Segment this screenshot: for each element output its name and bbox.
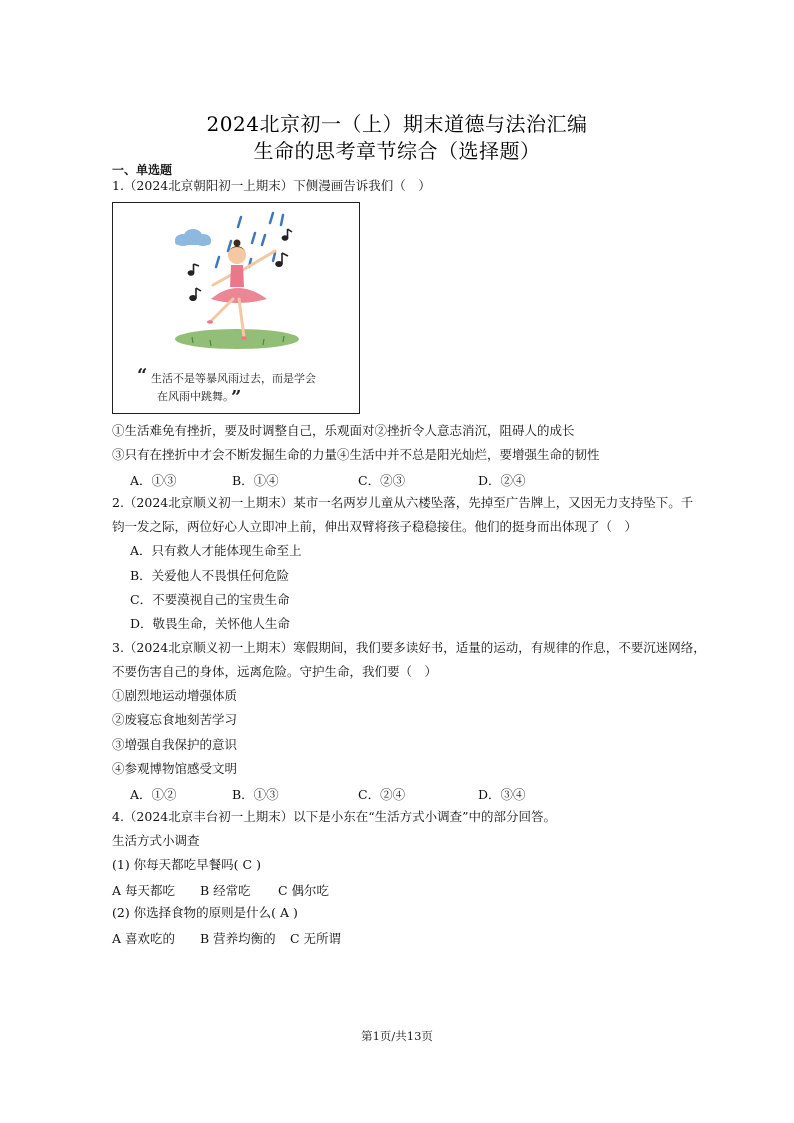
question-1-options xyxy=(130,471,690,487)
survey-question-1: (1) 你每天都吃早餐吗( C ) xyxy=(112,857,261,872)
option-a[interactable]: A．①③ xyxy=(130,473,177,488)
cloud-icon xyxy=(175,229,211,246)
question-3-item-3: ③增强自我保护的意识 xyxy=(112,737,238,752)
question-3-options xyxy=(130,785,690,801)
question-3-item-2: ②废寝忘食地刻苦学习 xyxy=(112,712,238,727)
option-d[interactable]: D．②④ xyxy=(478,473,526,488)
section-heading: 一、单选题 xyxy=(112,163,173,177)
question-1-stem: 1.（2024北京朝阳初一上期末）下侧漫画告诉我们（ ） xyxy=(112,178,431,193)
option-a[interactable]: A．只有救人才能体现生命至上 xyxy=(130,543,302,558)
ballerina-figure xyxy=(207,240,275,340)
comic-caption-line-2: 在风雨中跳舞。 xyxy=(157,390,234,403)
question-1-statement-1: ①生活难免有挫折，要及时调整自己，乐观面对②挫折令人意志消沉，阻碍人的成长 xyxy=(112,423,575,438)
option-c[interactable]: C．②③ xyxy=(358,473,406,488)
survey-option: B 营养均衡的 xyxy=(200,931,276,946)
option-b[interactable]: B．关爱他人不畏惧任何危险 xyxy=(130,568,290,583)
survey-option: A 每天都吃 xyxy=(112,883,176,898)
page-number: 第1页/共13页 xyxy=(361,1029,433,1043)
survey-question-2-options xyxy=(112,929,412,945)
survey-option: C 偶尔吃 xyxy=(278,883,330,898)
grass-patch xyxy=(175,329,299,349)
option-b[interactable]: B．①③ xyxy=(232,787,279,802)
option-d[interactable]: D．③④ xyxy=(478,787,526,802)
comic-caption-line-1: 生活不是等暴风雨过去，而是学会 xyxy=(151,372,316,385)
dancer-in-rain-image xyxy=(113,203,359,413)
question-3-item-4: ④参观博物馆感受文明 xyxy=(112,761,238,776)
question-2-stem-line-2: 钧一发之际，两位好心人立即冲上前，伸出双臂将孩子稳稳接住。他们的挺身而出体现了（ ） xyxy=(112,519,638,534)
document-subtitle: 生命的思考章节综合（选择题） xyxy=(253,139,541,163)
survey-question-2: (2) 你选择食物的原则是什么( A ) xyxy=(112,905,298,920)
survey-question-1-options xyxy=(112,881,412,897)
question-3-item-1: ①剧烈地运动增强体质 xyxy=(112,688,238,703)
comic-illustration xyxy=(112,202,360,414)
survey-option: C 无所谓 xyxy=(290,931,342,946)
document-title: 2024北京初一（上）期末道德与法治汇编 xyxy=(206,112,588,136)
option-c[interactable]: C．不要漠视自己的宝贵生命 xyxy=(130,592,290,607)
option-d[interactable]: D．敬畏生命，关怀他人生命 xyxy=(130,616,291,631)
survey-option: B 经常吃 xyxy=(200,883,251,898)
open-quote-mark: “ xyxy=(137,365,148,386)
question-3-stem-line-1: 3.（2024北京顺义初一上期末）寒假期间，我们要多读好书，适量的运动，有规律的作息，不要沉迷网络， xyxy=(112,640,706,655)
question-1-statement-2: ③只有在挫折中才会不断发掘生命的力量④生活中并不总是阳光灿烂，要增强生命的韧性 xyxy=(112,447,600,462)
option-c[interactable]: C．②④ xyxy=(358,787,406,802)
option-b[interactable]: B．①④ xyxy=(232,473,279,488)
question-3-stem-line-2: 不要伤害自己的身体，远离危险。守护生命，我们要（ ） xyxy=(112,664,438,679)
option-a[interactable]: A．①② xyxy=(130,787,177,802)
survey-title: 生活方式小调查 xyxy=(112,833,200,848)
question-4-stem: 4.（2024北京丰台初一上期末）以下是小东在“生活方式小调查”中的部分回答。 xyxy=(112,809,557,824)
close-quote-mark: ” xyxy=(231,387,242,408)
survey-option: A 喜欢吃的 xyxy=(112,931,176,946)
question-2-stem-line-1: 2.（2024北京顺义初一上期末）某市一名两岁儿童从六楼坠落，先掉至广告牌上，又因无力支持坠下。千 xyxy=(112,495,694,510)
